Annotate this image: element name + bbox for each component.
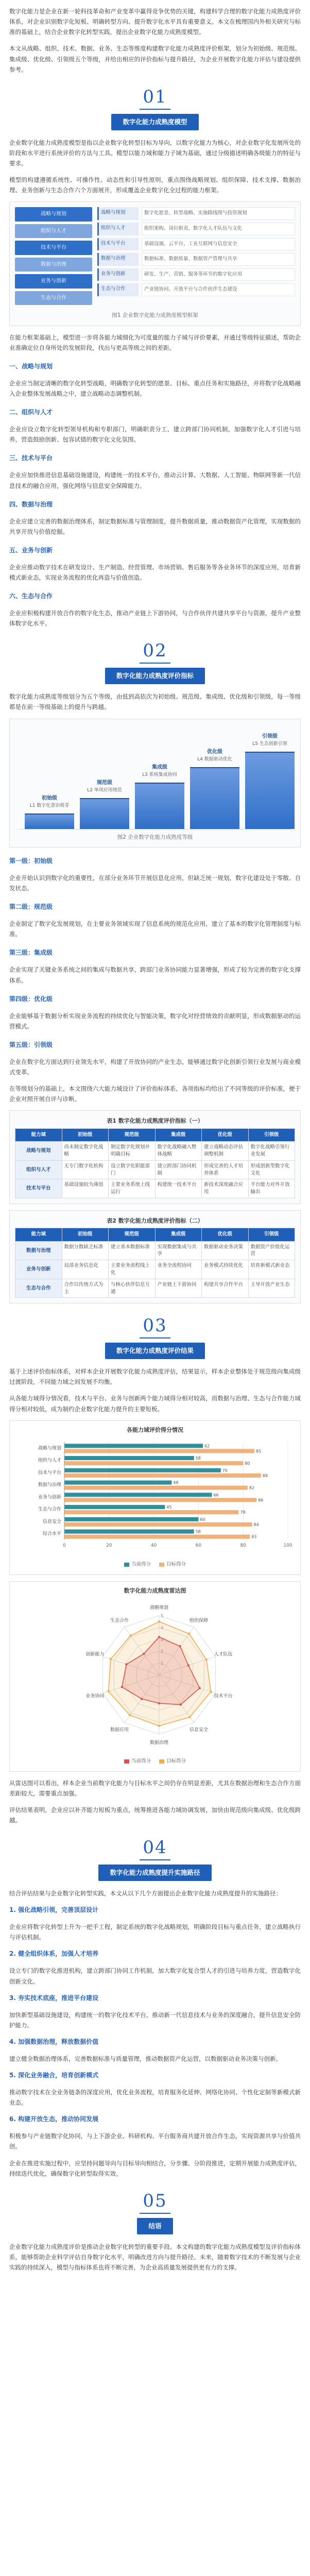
intro-paragraph-1: 数字化能力是企业在新一轮科技革命和产业变革中赢得竞争优势的关键，构建科学合理的数字化能力成熟度评价体系，对企业识别数字化短板、明确转型方向、提升数字化水平具有重要意义。本文在梳理国内外相关研究与标准的基础上，结合企业数字化转型实践，提出企业数字化能力成熟度模型。 bbox=[9, 8, 301, 36]
table-row bbox=[15, 1279, 295, 1298]
table-cell: 技术与平台 bbox=[15, 1179, 62, 1198]
table-header-cell: 引领级 bbox=[248, 1128, 295, 1142]
radar-point bbox=[205, 1658, 208, 1660]
radar-tick-label: 2 bbox=[161, 1649, 164, 1654]
table-header-cell: 规范级 bbox=[109, 1228, 156, 1242]
table-cell: 无专门数字化机构 bbox=[62, 1160, 109, 1179]
indicator-table bbox=[15, 1228, 295, 1298]
bar-value-label: 80 bbox=[245, 1461, 250, 1466]
section-number: 05 bbox=[143, 2190, 167, 2211]
framework-value: 产业链协同、开放平台与合作伙伴生态建设 bbox=[142, 283, 295, 296]
table-header-cell: 能力域 bbox=[15, 1228, 62, 1242]
article bbox=[0, 6, 310, 2293]
level-title: 第一级：初始级 bbox=[9, 857, 53, 865]
table-cell: 数据资产价值化运营 bbox=[248, 1241, 295, 1260]
radar-point bbox=[187, 1664, 190, 1666]
framework-dimension: 战略与规划 bbox=[15, 207, 92, 222]
s1-paragraph-1: 企业数字化能力成熟度模型是指以企业数字化转型目标为导向，以数字化能力为核心，对企业数字化发展所处的阶段和水平进行系统评价的方法与工具。模型以能力域和能力子域为基础，通过分级描述明确各级能力的特征与要求。 bbox=[9, 139, 301, 167]
s3-paragraph-4: 评估结果表明，企业应以补齐能力短板为重点，统筹推进各能力域协调发展，加快由规范级向集成级、优化级跨越。 bbox=[9, 1806, 301, 1824]
bar bbox=[64, 1481, 171, 1485]
bar-value-label: 78 bbox=[240, 1510, 246, 1515]
path-item bbox=[9, 1905, 301, 1942]
framework-row bbox=[97, 238, 295, 251]
bar bbox=[64, 1493, 212, 1497]
y-category-label: 生态与合作 bbox=[38, 1507, 61, 1513]
radar-point bbox=[158, 1636, 160, 1638]
table-header-cell: 初始级 bbox=[62, 1228, 109, 1242]
framework-value: 数据标准、数据质量、数据资产管理与共享 bbox=[142, 253, 295, 266]
framework-key: 生态与合作 bbox=[97, 283, 139, 296]
radar-chart bbox=[9, 1581, 301, 1772]
path-item-title: 6. 构建开放生态，推动协同发展 bbox=[9, 2115, 99, 2123]
x-tick-label: 40 bbox=[150, 1543, 157, 1548]
table-cell: 主要业务流程线上化 bbox=[109, 1260, 156, 1279]
path-item-text: 建立健全数据治理体系，完善数据标准与质量管理，推动数据资产化运营，以数据驱动业务决策与创新。 bbox=[9, 2055, 282, 2062]
table-cell: 局部业务信息化 bbox=[62, 1260, 109, 1279]
table-cell: 建立战略动态评估调整机制 bbox=[202, 1142, 249, 1161]
framework-details bbox=[97, 207, 295, 299]
maturity-step-sub: L1 数字化意识萌芽 bbox=[29, 803, 70, 808]
radar-point bbox=[188, 1633, 190, 1635]
table-cell: 业务全流程协同 bbox=[155, 1260, 202, 1279]
radar-point bbox=[125, 1663, 127, 1665]
section-number: 03 bbox=[143, 1315, 167, 1336]
framework-key: 战略与规划 bbox=[97, 207, 139, 220]
bar-value-label: 66 bbox=[213, 1493, 219, 1498]
table-cell: 主导开放产业生态 bbox=[248, 1279, 295, 1298]
bar-value-label: 62 bbox=[204, 1444, 210, 1449]
table-row bbox=[15, 1179, 295, 1198]
table-header-cell: 集成级 bbox=[155, 1228, 202, 1242]
radar-point bbox=[199, 1687, 201, 1689]
table-cell: 平台能力对外开放输出 bbox=[248, 1179, 295, 1198]
table-cell: 业务模式持续优化 bbox=[202, 1260, 249, 1279]
table-cell: 与核心伙伴信息互通 bbox=[109, 1279, 156, 1298]
section-title: 数字化能力成熟度提升实施路径 bbox=[98, 1865, 211, 1881]
y-category-label: 技术与平台 bbox=[38, 1470, 61, 1476]
legend-item-target: 目标得分 bbox=[159, 1757, 186, 1766]
level-text: 企业制定了数字化发展规划，在主要业务领域实现了信息系统的规范化应用，建立了基本的数字化管理制度与标准。 bbox=[9, 920, 301, 938]
chart-legend bbox=[15, 1757, 295, 1766]
s4-paragraph-2: 企业在推进实施过程中，应坚持问题导向与目标导向相结合，分步骤、分阶段推进，定期开展能力成熟度评估，持续迭代优化，确保数字化转型取得实效。 bbox=[9, 2159, 301, 2177]
framework-dimension: 技术与平台 bbox=[15, 241, 92, 255]
table-cell: 数据驱动业务决策 bbox=[202, 1241, 249, 1260]
s2-paragraph-1: 数字化能力成熟度等级划分为五个等级，由低到高依次为初始级、规范级、集成级、优化级和引领级，每一等级都是在前一等级基础上的提升与跨越。 bbox=[9, 693, 301, 711]
table-header-cell: 引领级 bbox=[248, 1228, 295, 1242]
framework-row bbox=[97, 223, 295, 235]
s2-paragraph-2: 在等级划分的基础上，本文围绕六大能力域设计了评价指标体系，各项指标均给出了不同等级的评价标准，便于企业对照开展自评与诊断。 bbox=[9, 1085, 301, 1103]
bar bbox=[64, 1530, 194, 1534]
legend-item-current: 当前得分 bbox=[124, 1757, 151, 1766]
table-cell: 数字化战略引领行业发展 bbox=[248, 1142, 295, 1161]
table-cell: 业务与创新 bbox=[15, 1260, 62, 1279]
radar-point bbox=[179, 1645, 181, 1647]
maturity-step bbox=[80, 798, 129, 829]
level-text: 企业实现了关键业务系统之间的集成与数据共享，跨部门业务协同能力显著增强，形成了较为完善的数字化支撑体系。 bbox=[9, 966, 301, 984]
path-item-title: 3. 夯实技术底座，推进平台建设 bbox=[9, 1994, 99, 2002]
framework-dimension: 业务与创新 bbox=[15, 274, 92, 289]
radar-axis-label: 信息安全 bbox=[189, 1727, 209, 1733]
table-cell: 设立数字化职能部门 bbox=[109, 1160, 156, 1179]
framework-value: 数字化愿景、转型战略、实施路线图与投资规划 bbox=[142, 207, 295, 220]
section-divider bbox=[140, 1859, 170, 1860]
table-indicators-2 bbox=[9, 1210, 301, 1303]
table-cell: 组织与人才 bbox=[15, 1160, 62, 1179]
radar-point bbox=[188, 1716, 191, 1718]
framework-value: 研发、生产、营销、服务等环节的数字化应用 bbox=[142, 268, 295, 281]
maturity-step-sub: L4 数据驱动优化 bbox=[197, 756, 232, 762]
bar-value-label: 58 bbox=[195, 1456, 201, 1461]
path-item-title: 1. 强化战略引领，完善顶层设计 bbox=[9, 1906, 99, 1914]
x-tick-label: 0 bbox=[63, 1543, 66, 1548]
path-list bbox=[9, 1905, 301, 2151]
bar bbox=[64, 1510, 239, 1514]
table-cell: 尚未制定数字化战略 bbox=[62, 1142, 109, 1161]
bar-chart bbox=[9, 1420, 301, 1575]
radar-axis-label: 数据治理 bbox=[149, 1740, 169, 1745]
section-number: 01 bbox=[143, 86, 167, 107]
radar-point bbox=[141, 1698, 143, 1700]
section-title: 数字化能力成熟度评价指标 bbox=[105, 668, 205, 684]
legend-item-current: 当前得分 bbox=[124, 1561, 151, 1569]
table-cell: 数据与治理 bbox=[15, 1241, 62, 1260]
bar bbox=[64, 1473, 261, 1478]
framework-key: 组织与人才 bbox=[97, 223, 139, 235]
table-cell: 新技术深度融合应用 bbox=[202, 1179, 249, 1198]
radar-axis-label: 创新能力 bbox=[85, 1652, 105, 1657]
framework-dimension: 组织与人才 bbox=[15, 224, 92, 239]
bar bbox=[64, 1486, 248, 1490]
s4-paragraph-1: 结合评估结果与企业数字化转型实践，本文从以下几个方面提出企业数字化能力成熟度提升的实施路径： bbox=[9, 1890, 282, 1897]
path-item bbox=[9, 2037, 301, 2064]
radar-axis-label: 战略规划 bbox=[149, 1605, 169, 1611]
chart-legend bbox=[15, 1561, 295, 1569]
x-tick-label: 60 bbox=[195, 1543, 202, 1548]
bar bbox=[64, 1517, 198, 1521]
bar-value-label: 84 bbox=[253, 1522, 259, 1527]
radar-point bbox=[158, 1725, 160, 1727]
table-cell: 数字化战略融入整体战略 bbox=[155, 1142, 202, 1161]
level-title: 第四级：优化级 bbox=[9, 995, 53, 1003]
table-header-cell: 能力域 bbox=[15, 1128, 62, 1142]
section-title: 结语 bbox=[137, 2218, 173, 2234]
path-item-title: 4. 加强数据治理，释放数据价值 bbox=[9, 2038, 99, 2045]
chart-title: 数字化能力成熟度雷达图 bbox=[124, 1587, 186, 1594]
y-category-label: 组织与人才 bbox=[38, 1458, 61, 1464]
framework-key: 数据与治理 bbox=[97, 253, 139, 266]
bar-value-label: 58 bbox=[195, 1529, 201, 1534]
x-tick-label: 20 bbox=[106, 1543, 112, 1548]
subsection-title: 四、数据与治理 bbox=[9, 500, 53, 508]
table-cell: 构建共享合作平台 bbox=[202, 1279, 249, 1298]
level-text: 企业开始认识到数字化的重要性，在部分业务环节开展信息化应用，但缺乏统一规划，数字化建设处于零散、自发状态。 bbox=[9, 874, 301, 892]
legend-item-target: 目标得分 bbox=[159, 1561, 186, 1569]
maturity-step-sub: L2 单项应用规范 bbox=[87, 787, 122, 793]
section-header-05 bbox=[9, 2192, 301, 2234]
radar-point bbox=[180, 1703, 182, 1705]
bar bbox=[64, 1505, 165, 1509]
framework-value: 组织架构、岗位职责、数字化人才队伍与文化 bbox=[142, 223, 295, 235]
framework-dimension: 生态与合作 bbox=[15, 291, 92, 306]
subsection-text: 企业应建立完善的数据治理体系，制定数据标准与管理制度，提升数据质量，推动数据资产化管理，实现数据的共享开放与价值挖掘。 bbox=[9, 517, 301, 535]
y-category-label: 战略与规划 bbox=[38, 1446, 61, 1451]
bar bbox=[64, 1444, 203, 1448]
framework-row bbox=[97, 207, 295, 220]
table-row bbox=[15, 1241, 295, 1260]
table-header-cell: 优化级 bbox=[202, 1128, 249, 1142]
framework-dimensions bbox=[15, 207, 92, 308]
bar-value-label: 48 bbox=[173, 1480, 179, 1485]
section-header-03 bbox=[9, 1317, 301, 1359]
level-title: 第五级：引领级 bbox=[9, 1041, 53, 1048]
table-title: 表2 数字化能力成熟度评价指标（二） bbox=[107, 1217, 203, 1224]
y-category-label: 数据与治理 bbox=[38, 1482, 61, 1488]
subsection-title: 二、组织与人才 bbox=[9, 409, 53, 416]
bar bbox=[64, 1461, 243, 1465]
table-cell: 数据分散缺乏标准 bbox=[62, 1241, 109, 1260]
level-text: 企业能够基于数据分析实现业务流程的持续优化与智能决策，数字化对经营绩效的贡献明显，形成数据驱动的运营模式。 bbox=[9, 1012, 301, 1030]
maturity-step-label: 优化级 bbox=[207, 749, 222, 755]
table-cell: 建立基本数据标准 bbox=[109, 1241, 156, 1260]
path-item bbox=[9, 1948, 301, 1986]
s5-paragraph-1: 企业数字化能力成熟度评价是推动企业数字化转型的重要手段。本文构建的数字化能力成熟度模型及评价指标体系，能够帮助企业科学评估自身数字化水平，明确改进方向与提升路径。未来，随着数字技术的不断发展与企业实践的持续深入，模型与指标体系也将不断完善，为企业高质量发展提供更有力的支撑。 bbox=[9, 2243, 301, 2271]
radar-axis-label: 生态合作 bbox=[110, 1618, 129, 1623]
bar bbox=[64, 1522, 252, 1527]
level-descriptions bbox=[9, 856, 301, 1077]
table-cell: 形成创新型数字化文化 bbox=[248, 1160, 295, 1179]
framework-key: 技术与平台 bbox=[97, 238, 139, 251]
table-cell: 实现数据集成与共享 bbox=[155, 1241, 202, 1260]
path-item bbox=[9, 2070, 301, 2108]
path-item-title: 5. 深化业务融合，培育创新模式 bbox=[9, 2072, 99, 2079]
figure-caption: 图2 企业数字化能力成熟度等级 bbox=[117, 834, 193, 840]
radar-point bbox=[121, 1686, 123, 1688]
table-cell: 构建统一技术平台 bbox=[155, 1179, 202, 1198]
indicator-table bbox=[15, 1128, 295, 1198]
framework-row bbox=[97, 253, 295, 266]
table-header-cell: 集成级 bbox=[155, 1128, 202, 1142]
s1-paragraph-3: 在能力框架基础上，模型进一步将各能力域细化为可度量的能力子域与评价要素，并通过等级特征描述，帮助企业准确定位自身所处的发展阶段，找出与更高等级之间的差距。 bbox=[9, 333, 301, 351]
table-row bbox=[15, 1142, 295, 1161]
bar bbox=[64, 1468, 221, 1472]
y-category-label: 信息安全 bbox=[42, 1519, 61, 1524]
bar-chart-svg bbox=[15, 1437, 303, 1555]
table-row bbox=[15, 1160, 295, 1179]
s3-paragraph-1: 基于上述评价指标体系，对样本企业开展数字化能力成熟度评估，结果显示，样本企业整体处于规范级向集成级过渡阶段，不同能力域之间发展不均衡。 bbox=[9, 1368, 301, 1386]
table-header-cell: 规范级 bbox=[109, 1128, 156, 1142]
level-title: 第三级：集成级 bbox=[9, 949, 53, 957]
table-cell: 合作以传统方式为主 bbox=[62, 1279, 109, 1298]
bar-value-label: 45 bbox=[166, 1505, 172, 1510]
radar-axis-label: 业务协同 bbox=[85, 1693, 105, 1699]
radar-axis-label: 人才队伍 bbox=[214, 1652, 233, 1657]
bar bbox=[64, 1449, 254, 1453]
radar-chart-svg bbox=[15, 1598, 303, 1752]
subsection-title: 三、技术与平台 bbox=[9, 454, 53, 462]
path-item-title: 2. 健全组织体系，加强人才培养 bbox=[9, 1950, 99, 1958]
subsection-text: 企业应加快推进信息基础设施建设，构建统一的技术平台，推动云计算、大数据、人工智能、物联网等新一代信息技术的融合应用，强化网络与信息安全保障能力。 bbox=[9, 471, 301, 489]
table-cell: 制定数字化规划并明确目标 bbox=[109, 1142, 156, 1161]
table-header-cell: 初始级 bbox=[62, 1128, 109, 1142]
table-cell: 生态与合作 bbox=[15, 1279, 62, 1298]
maturity-step bbox=[245, 752, 295, 829]
framework-dimension: 数据与治理 bbox=[15, 258, 92, 272]
x-tick-label: 100 bbox=[283, 1543, 292, 1548]
intro-paragraph-2: 本文从战略、组织、技术、数据、业务、生态等维度构建数字化能力成熟度评价框架，划分为初始级、规范级、集成级、优化级、引领级五个等级，并给出相应的评价指标与提升路径，为企业开展数字化能力评估与建设提供参考。 bbox=[9, 45, 301, 73]
path-item-text: 加快新型基础设施建设，构建统一的数字化技术平台，推动新一代信息技术与业务的深度融合，提升信息安全防护能力。 bbox=[9, 2011, 301, 2029]
level-text: 企业在数字化方面达到行业领先水平，构建了开放协同的产业生态，能够通过数字化创新引领行业发展与商业模式变革。 bbox=[9, 1058, 301, 1076]
section-divider bbox=[140, 109, 170, 110]
maturity-staircase bbox=[19, 726, 291, 829]
bar-value-label: 88 bbox=[262, 1473, 268, 1478]
subsection-title: 六、生态与合作 bbox=[9, 592, 53, 600]
bar-value-label: 70 bbox=[222, 1468, 228, 1473]
framework-key: 业务与创新 bbox=[97, 268, 139, 281]
y-category-label: 综合水平 bbox=[42, 1531, 61, 1537]
table-cell: 产业链上下游协同 bbox=[155, 1279, 202, 1298]
section-number: 04 bbox=[143, 1837, 167, 1858]
level-title: 第二级：规范级 bbox=[9, 903, 53, 911]
chart-title: 各能力域评价得分情况 bbox=[127, 1426, 183, 1433]
s1-paragraph-2: 模型的构建遵循系统性、可操作性、动态性和引导性原则，重点围绕战略规划、组织保障、技术支撑、数据治理、业务创新与生态合作六个方面展开，形成覆盖企业数字化全过程的能力框架。 bbox=[9, 176, 301, 194]
radar-point bbox=[129, 1714, 131, 1716]
subsection-text: 企业应设立数字化转型领导机构和专职部门，明确职责分工，建立跨部门协同机制，加强数字化人才引进与培养，营造鼓励创新、包容试错的数字化文化氛围。 bbox=[9, 426, 301, 444]
table-cell: 培育新模式新业态 bbox=[248, 1260, 295, 1279]
path-item-text: 企业应将数字化转型上升为一把手工程，制定系统的数字化战略规划，明确阶段目标与重点任务，建立战略执行与评估机制。 bbox=[9, 1923, 301, 1941]
section-header-02 bbox=[9, 642, 301, 684]
section-header-01 bbox=[9, 88, 301, 130]
radar-tick-label: 1 bbox=[161, 1660, 164, 1666]
subsection-text: 企业应推动数字技术在研发设计、生产制造、经营管理、市场营销、售后服务等各业务环节的深度应用，培育新模式新业态，实现业务流程的优化再造与价值创造。 bbox=[9, 563, 301, 581]
maturity-step-label: 初始级 bbox=[42, 795, 57, 801]
section-title: 数字化能力成熟度模型 bbox=[111, 114, 198, 130]
radar-axis-label: 技术平台 bbox=[214, 1693, 233, 1699]
framework-value: 基础设施、云平台、工业互联网与信息安全 bbox=[142, 238, 295, 251]
radar-point bbox=[210, 1690, 212, 1692]
table-cell: 基础设施较为薄弱 bbox=[62, 1179, 109, 1198]
x-tick-label: 80 bbox=[240, 1543, 246, 1548]
radar-point bbox=[110, 1658, 112, 1660]
subsection-title: 五、业务与创新 bbox=[9, 546, 53, 554]
table-cell: 形成完善的人才培养体系 bbox=[202, 1160, 249, 1179]
subsection-text: 企业应积极构建开放合作的数字化生态，推动产业链上下游协同，与合作伙伴共建共享平台与资源，提升产业整体数字化水平。 bbox=[9, 609, 301, 628]
figure-caption: 图1 企业数字化能力成熟度模型框架 bbox=[112, 312, 198, 319]
radar-point bbox=[143, 1653, 145, 1655]
s3-paragraph-3: 从雷达图可以看出，样本企业当前数字化能力与目标水平之间仍存在明显差距，尤其在数据治理和生态合作方面差距较大，需要重点加强。 bbox=[9, 1779, 301, 1797]
maturity-step-label: 引领级 bbox=[262, 734, 278, 739]
s3-paragraph-2: 从各能力域得分情况看，技术与平台、业务与创新两个能力域得分相对较高，而数据与治理、生态与合作能力域得分相对较低，成为制约企业数字化能力提升的主要短板。 bbox=[9, 1395, 301, 1413]
table-indicators-1 bbox=[9, 1110, 301, 1204]
path-item-text: 设立专门的数字化推进机构，建立跨部门协同工作机制，加大数字化复合型人才的引进与培养力度，营造数字化创新文化。 bbox=[9, 1967, 301, 1985]
section-divider bbox=[140, 1337, 170, 1338]
maturity-step bbox=[135, 783, 184, 829]
section-number: 02 bbox=[143, 640, 167, 662]
bar-value-label: 85 bbox=[255, 1449, 262, 1454]
table-cell: 战略与规划 bbox=[15, 1142, 62, 1161]
subsection-text: 企业应当制定清晰的数字化转型战略，明确数字化转型的愿景、目标、重点任务和实施路径，并将数字化战略融入企业整体发展战略之中，建立战略动态调整机制。 bbox=[9, 379, 301, 397]
subsection-title: 一、战略与规划 bbox=[9, 362, 53, 370]
path-item bbox=[9, 2114, 301, 2151]
maturity-step bbox=[190, 767, 239, 829]
bar-value-label: 60 bbox=[200, 1517, 205, 1522]
maturity-step-sub: L3 系统集成协同 bbox=[142, 772, 177, 777]
bar-value-label: 82 bbox=[249, 1485, 255, 1490]
figure-staircase bbox=[9, 719, 301, 848]
framework-row bbox=[97, 268, 295, 281]
bar bbox=[64, 1498, 256, 1502]
radar-axis-label: 组织保障 bbox=[189, 1618, 209, 1623]
framework-row bbox=[97, 283, 295, 296]
table-cell: 主要业务系统上线运行 bbox=[109, 1179, 156, 1198]
radar-tick-label: 4 bbox=[161, 1625, 164, 1630]
maturity-step-label: 规范级 bbox=[97, 780, 112, 786]
path-item-text: 积极参与产业链数字化协同，与上下游企业、科研机构、平台服务商共建开放合作生态，实现资源共享与价值共创。 bbox=[9, 2132, 301, 2150]
section-divider bbox=[140, 2213, 170, 2214]
bar bbox=[64, 1456, 194, 1460]
bar-value-label: 86 bbox=[258, 1498, 264, 1503]
maturity-step-sub: L5 生态创新引领 bbox=[252, 741, 287, 747]
figure-framework bbox=[9, 201, 301, 326]
table-row bbox=[15, 1260, 295, 1279]
radar-point bbox=[158, 1620, 160, 1622]
maturity-step-label: 集成级 bbox=[152, 765, 167, 770]
table-title: 表1 数字化能力成熟度评价指标（一） bbox=[107, 1117, 203, 1125]
section-title: 数字化能力成熟度评价结果 bbox=[105, 1343, 205, 1359]
path-item-text: 推动数字技术在全业务链条的深度应用，优化业务流程，培育服务化延伸、网络化协同、个性化定制等新模式新业态。 bbox=[9, 2089, 301, 2107]
radar-point bbox=[158, 1702, 160, 1704]
bar bbox=[64, 1535, 250, 1539]
radar-tick-label: 5 bbox=[161, 1613, 164, 1618]
radar-point bbox=[107, 1690, 109, 1692]
radar-point bbox=[129, 1634, 131, 1636]
table-header-cell: 优化级 bbox=[202, 1228, 249, 1242]
radar-axis-label: 数据应用 bbox=[110, 1727, 129, 1733]
bar-value-label: 83 bbox=[251, 1534, 257, 1539]
radar-tick-label: 3 bbox=[161, 1637, 164, 1642]
section-divider bbox=[140, 663, 170, 664]
maturity-step bbox=[25, 814, 74, 829]
y-category-label: 业务与创新 bbox=[38, 1495, 61, 1500]
table-cell: 建立跨部门协同机制 bbox=[155, 1160, 202, 1179]
path-item bbox=[9, 1993, 301, 2030]
section-header-04 bbox=[9, 1839, 301, 1881]
